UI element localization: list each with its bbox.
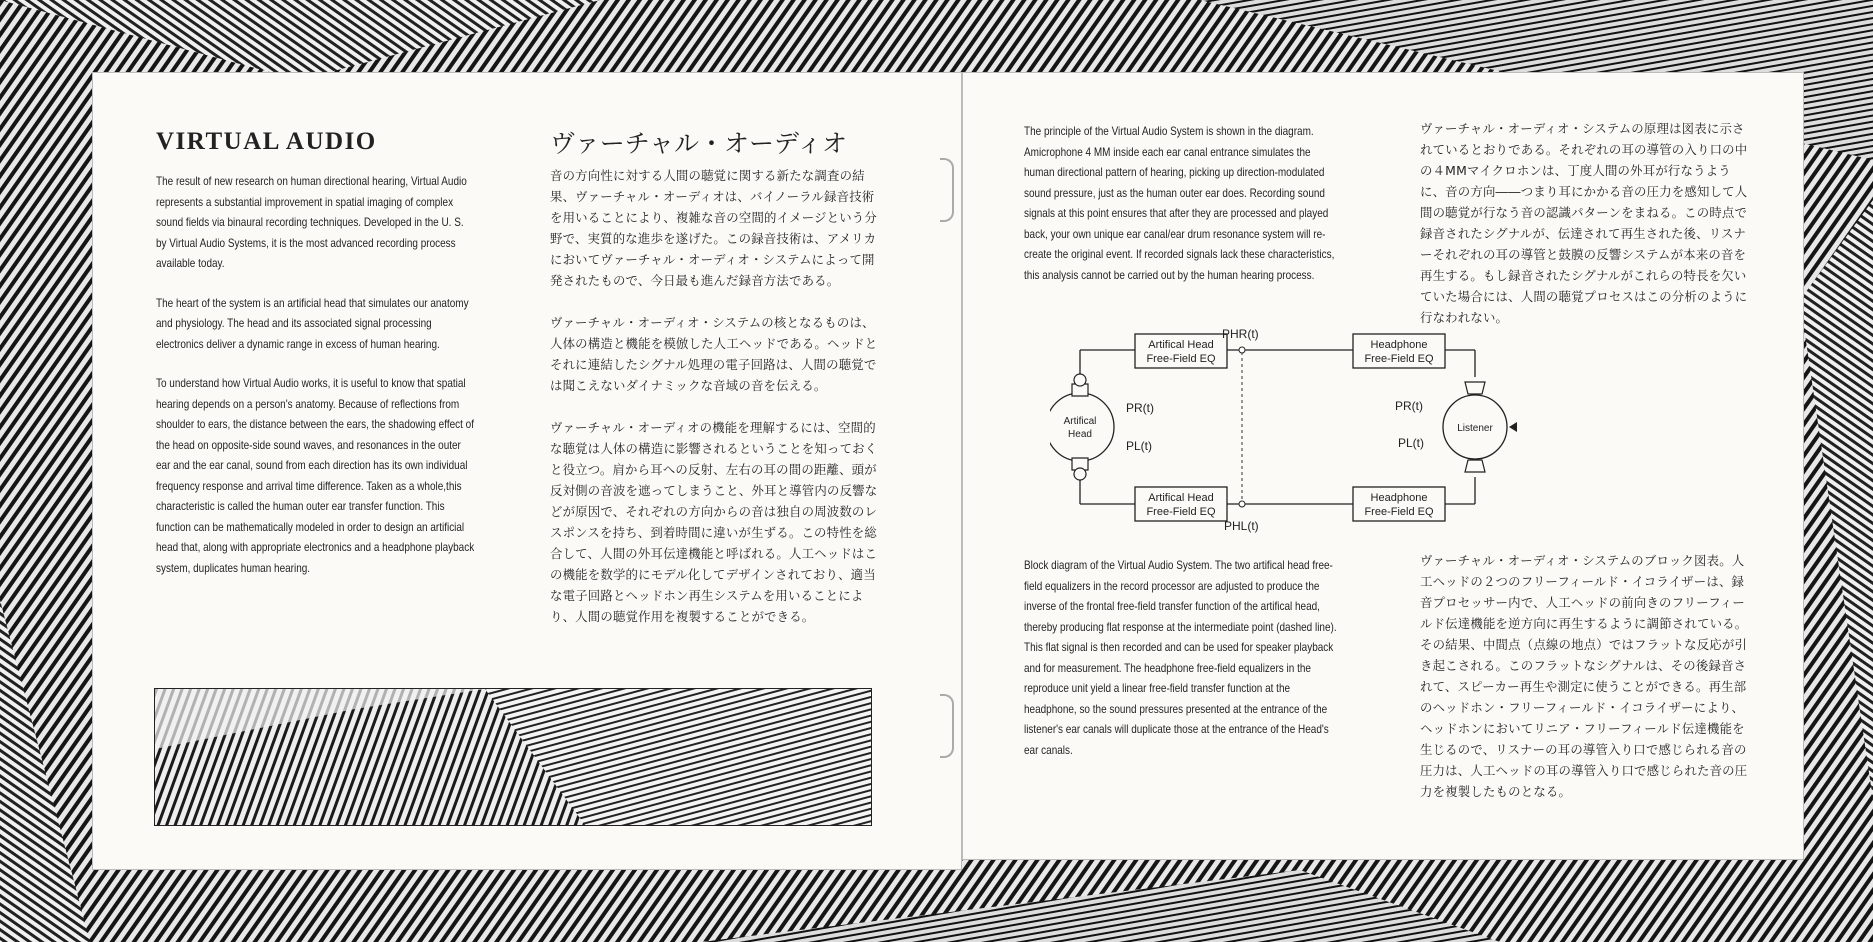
p-hl-label: PHL(t) [1224, 519, 1259, 533]
artificial-head-eq-bottom-line1: Artifical Head [1148, 492, 1214, 504]
japanese-paragraph-1: 音の方向性に対する人間の聴覚に関する新たな調査の結果、ヴァーチャル・オーディオは、バイノーラル録音技術を用いることにより、複雑な音の空間的イメージという分野で、実質的な進歩を遂げた。この録音技術は、アメリカにおいてヴァーチャル・オーディオ・システムによって開発されたもので、今日最も進んだ録音方法である。 [550, 168, 877, 288]
artificial-head-eq-bottom-line2: Free-Field EQ [1146, 506, 1216, 518]
p-hr-label: PHR(t) [1222, 327, 1259, 341]
artificial-head-eq-top-line1: Artifical Head [1148, 339, 1214, 351]
right-page [962, 72, 1804, 860]
binding-ring-bottom [940, 694, 954, 758]
artificial-head-label-line2: Head [1068, 429, 1092, 440]
engraved-illustration [154, 688, 872, 826]
english-paragraph-3: To understand how Virtual Audio works, it is useful to know that spatial hearing depends on a person's anatomy. Because of reflections from shoulder to ears, the distance between the ears, the shadowing effect of the head on opposite-side sound waves, and resonances in the outer ear and the ear canal, sound from each direction has its own individual frequency response and arrival time difference. Taken as a whole,this characteristic is called the human outer ear transfer function. This function can be mathematically modeled in order to design an artificial head that, along with appropriate electronics and a headphone playback system, duplicates human hearing. [156, 377, 475, 575]
english-paragraph-1: The result of new research on human directional hearing, Virtual Audio represents a substantial improvement in spatial imaging of complex sound fields via binaural recording techniques. Developed in the U. S. by Virtual Audio Systems, it is the most advanced recording process available today. [156, 175, 467, 270]
japanese-paragraph-3: ヴァーチャル・オーディオの機能を理解するには、空間的な聴覚は人体の構造に影響されるということを知っておくと役立つ。肩から耳への反射、左右の耳の間の距離、頭が反対側の音波を遮ってしまうこと、外耳と導管内の反響などが原因で、それぞれの方向からの音は独自の周波数のレスポンスを持ち、到着時間に違いが生ずる。この特性を総合して、人間の外耳伝達機能と呼ばれる。人工ヘッドはこの機能を数学的にモデル化してデザインされており、適当な電子回路とヘッドホン再生システムを用いることにより、人間の聴覚作用を複製することができる。 [550, 420, 878, 624]
p-l-right-label: PL(t) [1398, 436, 1425, 450]
p-l-left-label: PL(t) [1126, 439, 1153, 453]
artificial-head-eq-top-line2: Free-Field EQ [1146, 353, 1216, 365]
principle-japanese-column [1420, 118, 1750, 349]
diagram-caption-english: Block diagram of the Virtual Audio System. The two artifical head free-field equalizers in the record processor are adjusted to produce the inverse of the frontal free-field transfer function of the artifical head, thereby producing flat response at the intermediate point (dashed line). This flat signal is then recorded and can be used for speaker playback and for measurement. The headphone free-field equalizers in the reproduce unit yield a linear free-field transfer function at the headphone, so the sound pressures presented at the entrance of the listener's ear canals will duplicate those at the entrance of the Head's ear canals. [1024, 559, 1337, 757]
headphone-eq-top-line1: Headphone [1370, 339, 1428, 351]
english-paragraph-2: The heart of the system is an artificial head that simulates our anatomy and physiology. The head and its associated signal processing electronics deliver a dynamic range in excess of human hearing. [156, 296, 469, 351]
principle-japanese-text: ヴァーチャル・オーディオ・システムの原理は図表に示されているとおりである。それぞれの耳の導管の入り口の中の４MMマイクロホンは、丁度人間の外耳が行なうように、音の方向――つまり耳にかかる音の圧力を感知して人間の聴覚が行なう音の認識パターンをまねる。この時点で録音されたシグナルが、伝達されて再生された後、リスナーそれぞれの耳の導管と鼓膜の反響システムが本来の音を再生する。もし録音されたシグナルがこれらの特長を欠いていた場合には、人間の聴覚プロセスはこの分析のように行なわれない。 [1420, 121, 1748, 325]
p-r-left-label: PR(t) [1126, 401, 1154, 415]
japanese-paragraph-2: ヴァーチャル・オーディオ・システムの核となるものは、人体の構造と機能を模倣した人工ヘッドである。ヘッドとそれに連結したシグナル処理の電子回路は、人間の聴覚では聞こえないダイナミックな音域の音を伝える。 [550, 315, 878, 393]
title-japanese: ヴァーチャル・オーディオ [550, 129, 848, 158]
block-diagram [1050, 322, 1690, 552]
english-column [156, 172, 528, 598]
artificial-head-circle [1050, 393, 1114, 461]
headphone-eq-bottom-line2: Free-Field EQ [1364, 506, 1434, 518]
diagram-caption-japanese: ヴァーチャル・オーディオ・システムのブロック図表。人工ヘッドの２つのフリーフィールド・イコライザーは、録音プロセッサー内で、人工ヘッドの前向きのフリーフィールド伝達機能を逆方向に再生するように調節されている。その結果、中間点（点線の地点）ではフラットな反応が引き起こされる。このフラットなシグナルは、その後録音されて、スピーカー再生や測定に使うことができる。再生部のヘッドホン・フリーフィールド・イコライザーにより、ヘッドホンにおいてリニア・フリーフィールド伝達機能を生じるので、リスナーの耳の導管入り口で感じられる音の圧力は、人工ヘッドの耳の導管入り口で感じられた音の圧力を複製したものとなる。 [1420, 553, 1748, 799]
principle-english-text: The principle of the Virtual Audio System is shown in the diagram. Amicrophone 4 MM inside each ear canal entrance simulates the human directional pattern of hearing, picking up direction-modulated sound pressure, just as the human outer ear does. Recording sound signals at this point ensures that after they are processed and played back, your own unique ear canal/ear drum resonance system will re-create the original event. If recorded signals lack these characteristics, this analysis cannot be carried out by the human hearing process. [1024, 125, 1335, 282]
left-page [92, 72, 962, 870]
title-english: VIRTUAL AUDIO [156, 128, 377, 155]
p-r-right-label: PR(t) [1395, 399, 1423, 413]
principle-english-column [1024, 122, 1394, 305]
headphone-eq-top-line2: Free-Field EQ [1364, 353, 1434, 365]
headphone-eq-bottom-line1: Headphone [1370, 492, 1428, 504]
artificial-head-label-line1: Artifical [1063, 416, 1097, 427]
listener-label: Listener [1457, 423, 1493, 434]
japanese-column [550, 165, 880, 648]
binding-ring-top [940, 158, 954, 222]
